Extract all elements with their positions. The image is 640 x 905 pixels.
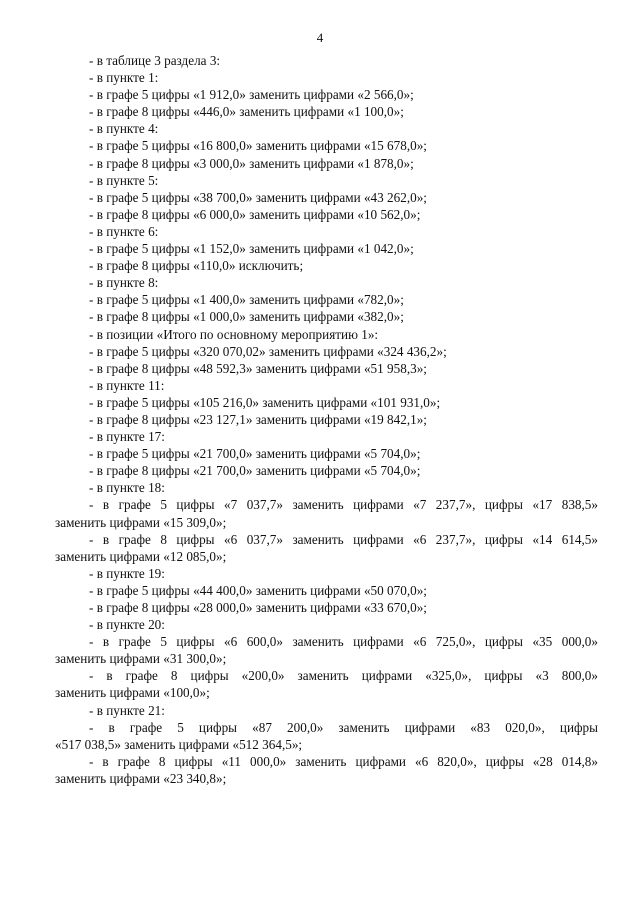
text-line: - в пункте 11: bbox=[89, 377, 165, 393]
document-body bbox=[55, 52, 598, 787]
text-line: - в пункте 4: bbox=[89, 121, 159, 137]
text-line: - в графе 5 цифры «105 216,0» заменить цифрами «101 931,0»; bbox=[89, 394, 441, 410]
paragraph-first-line: - в графе 5 цифры «6 600,0» заменить цифрами «6 725,0», цифры «35 000,0» bbox=[89, 634, 598, 650]
text-line: - в графе 8 цифры «23 127,1» заменить цифрами «19 842,1»; bbox=[89, 411, 427, 427]
text-line: - в графе 5 цифры «1 912,0» заменить цифрами «2 566,0»; bbox=[89, 87, 414, 103]
paragraph-first-line: - в графе 5 цифры «7 037,7» заменить цифрами «7 237,7», цифры «17 838,5» bbox=[89, 497, 598, 513]
text-line: - в пункте 20: bbox=[89, 617, 165, 633]
text-line: - в графе 5 цифры «1 152,0» заменить цифрами «1 042,0»; bbox=[89, 241, 414, 257]
text-paragraph bbox=[55, 719, 598, 753]
text-line: - в пункте 1: bbox=[89, 70, 159, 86]
text-line: - в графе 5 цифры «1 400,0» заменить цифрами «782,0»; bbox=[89, 292, 404, 308]
page-number: 4 bbox=[316, 30, 324, 45]
text-line: - в графе 8 цифры «48 592,3» заменить цифрами «51 958,3»; bbox=[89, 360, 427, 376]
text-line: - в пункте 6: bbox=[89, 223, 159, 239]
text-paragraph bbox=[55, 753, 598, 787]
text-line: - в пункте 18: bbox=[89, 480, 165, 496]
text-line: - в графе 5 цифры «38 700,0» заменить цифрами «43 262,0»; bbox=[89, 189, 427, 205]
text-line: - в таблице 3 раздела 3: bbox=[89, 53, 221, 68]
text-line: - в пункте 21: bbox=[89, 702, 165, 718]
text-line: - в пункте 17: bbox=[89, 429, 165, 445]
paragraph-continuation: заменить цифрами «31 300,0»; bbox=[55, 651, 227, 667]
paragraph-first-line: - в графе 8 цифры «11 000,0» заменить цифрами «6 820,0», цифры «28 014,8» bbox=[89, 753, 598, 769]
paragraph-first-line: - в графе 8 цифры «200,0» заменить цифрами «325,0», цифры «3 800,0» bbox=[89, 668, 598, 684]
paragraph-continuation: заменить цифрами «12 085,0»; bbox=[55, 548, 227, 564]
text-line: - в позиции «Итого по основному мероприятию 1»: bbox=[89, 326, 379, 342]
text-line: - в графе 8 цифры «28 000,0» заменить цифрами «33 670,0»; bbox=[89, 600, 427, 615]
text-line: - в графе 8 цифры «3 000,0» заменить цифрами «1 878,0»; bbox=[89, 155, 414, 171]
paragraph-first-line: - в графе 8 цифры «6 037,7» заменить цифрами «6 237,7», цифры «14 614,5» bbox=[89, 531, 598, 547]
text-line: - в графе 8 цифры «1 000,0» заменить цифрами «382,0»; bbox=[89, 309, 404, 325]
text-line: - в графе 5 цифры «44 400,0» заменить цифрами «50 070,0»; bbox=[89, 582, 427, 598]
text-line: - в графе 5 цифры «320 070,02» заменить цифрами «324 436,2»; bbox=[89, 343, 447, 359]
paragraph-continuation: «517 038,5» заменить цифрами «512 364,5»; bbox=[55, 736, 303, 752]
paragraph-first-line: - в графе 5 цифры «87 200,0» заменить цифрами «83 020,0», цифры bbox=[89, 719, 598, 735]
text-paragraph bbox=[55, 531, 598, 565]
paragraph-continuation: заменить цифрами «15 309,0»; bbox=[55, 514, 227, 530]
text-line: - в графе 5 цифры «21 700,0» заменить цифрами «5 704,0»; bbox=[89, 446, 421, 462]
text-line: - в пункте 19: bbox=[89, 565, 165, 581]
text-line: - в графе 8 цифры «446,0» заменить цифрами «1 100,0»; bbox=[89, 104, 404, 120]
text-line: - в графе 5 цифры «16 800,0» заменить цифрами «15 678,0»; bbox=[89, 138, 427, 154]
text-line: - в графе 8 цифры «6 000,0» заменить цифрами «10 562,0»; bbox=[89, 206, 421, 222]
paragraph-continuation: заменить цифрами «23 340,8»; bbox=[55, 770, 227, 786]
text-line: - в графе 8 цифры «110,0» исключить; bbox=[89, 258, 304, 274]
text-line: - в пункте 8: bbox=[89, 275, 159, 291]
text-line: - в графе 8 цифры «21 700,0» заменить цифрами «5 704,0»; bbox=[89, 463, 421, 479]
text-paragraph bbox=[55, 633, 598, 667]
text-paragraph bbox=[55, 667, 598, 701]
paragraph-continuation: заменить цифрами «100,0»; bbox=[55, 685, 210, 701]
text-paragraph bbox=[55, 496, 598, 530]
text-line: - в пункте 5: bbox=[89, 172, 159, 188]
